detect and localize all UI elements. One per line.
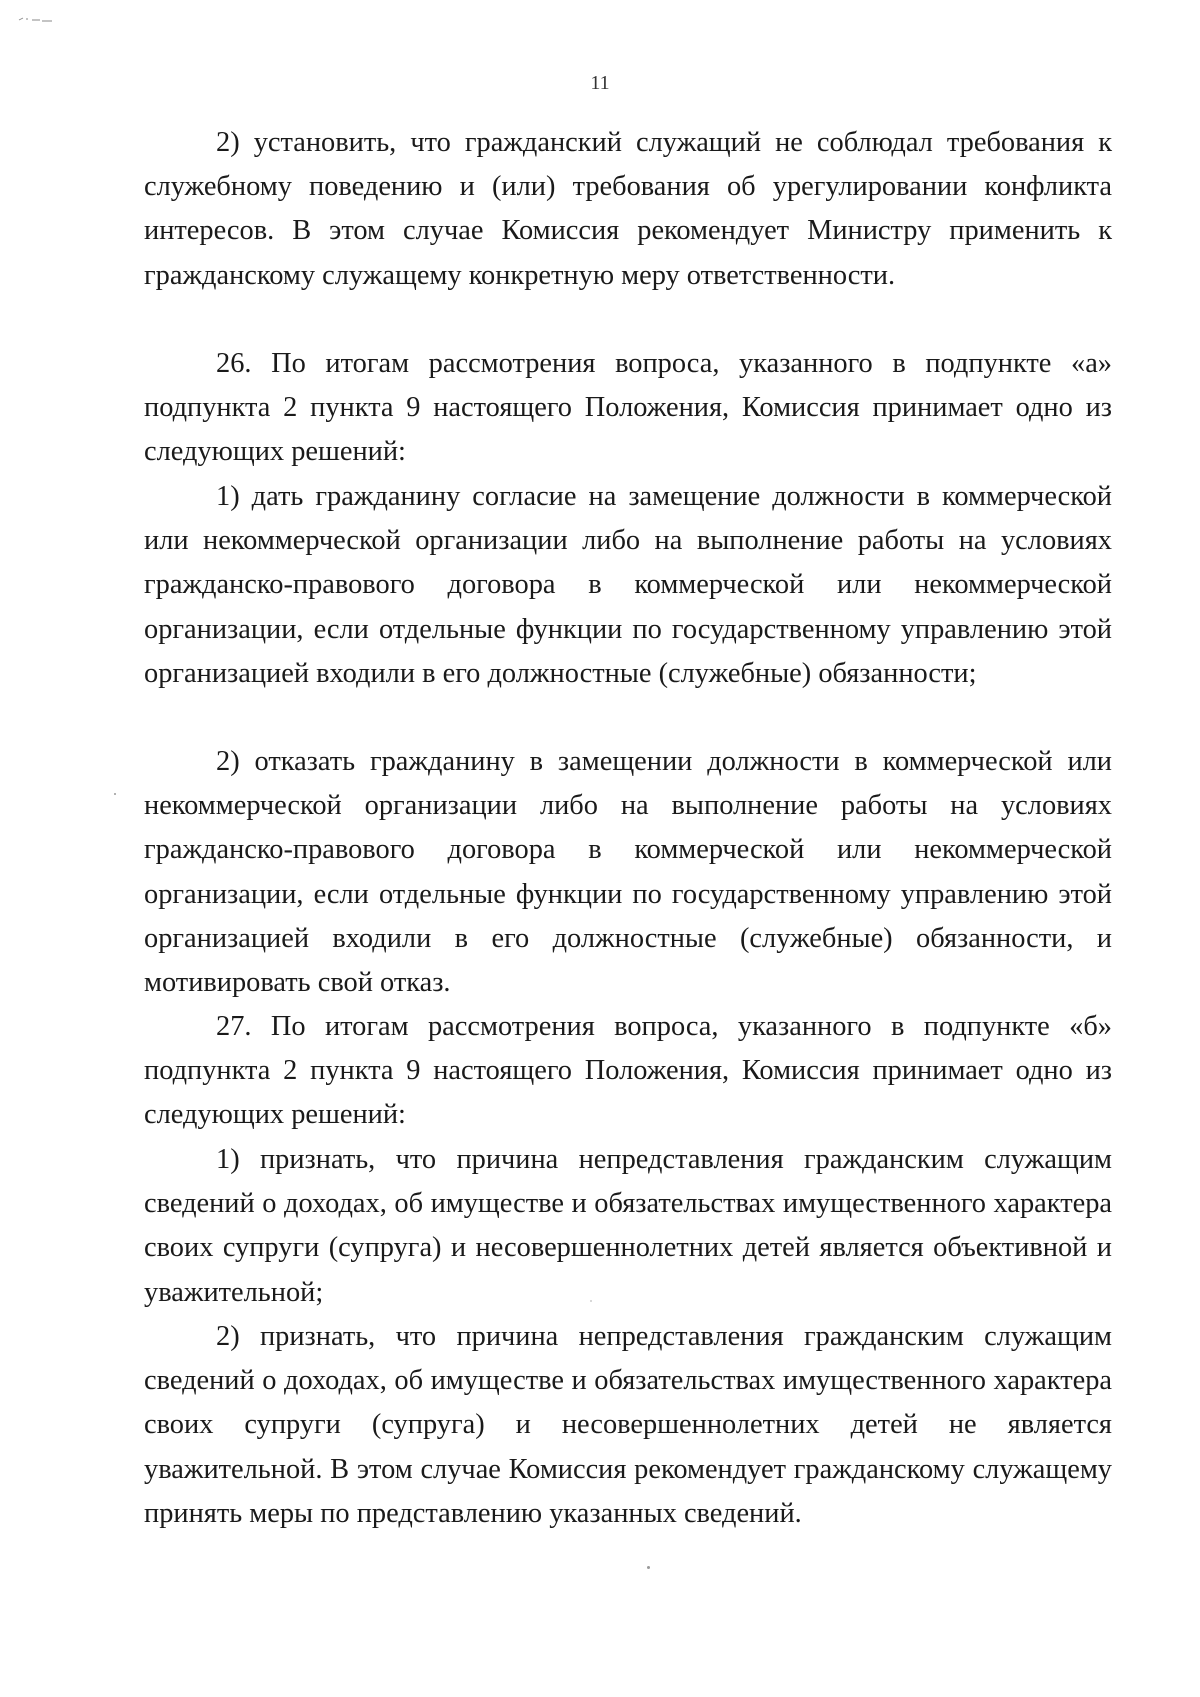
- paragraph-item-27-decision-2: 2) признать, что причина непредставления гражданским служащим сведений о доходах, об имуществе и обязательствах имущественного характера своих супруги (супруга) и несовершеннолетних детей не является уважительной. В этом случае Комиссия рекомендует гражданскому служащему принять меры по представлению указанных сведений.: [144, 1321, 1112, 1529]
- paragraph-item-26-decision-2: 2) отказать гражданину в замещении должности в коммерческой или некоммерческой организации либо на выполнение работы на условиях гражданско-правового договора в коммерческой или некоммерческой организации, если отдельные функции по государственному управлению этой организацией входили в его должностные (служебные) обязанности, и мотивировать свой отказ.: [144, 746, 1112, 999]
- paragraph-item-27-decision-1: 1) признать, что причина непредставления гражданским служащим сведений о доходах, об имуществе и обязательствах имущественного характера своих супруги (супруга) и несовершеннолетних детей является объективной и уважительной;: [144, 1144, 1112, 1308]
- scan-dust-speck: [114, 793, 116, 795]
- paragraph-item-27: 27. По итогам рассмотрения вопроса, указанного в подпункте «б» подпункта 2 пункта 9 настоящего Положения, Комиссия принимает одно из следующих решений:: [144, 1011, 1112, 1131]
- document-body: [144, 121, 1112, 1580]
- paragraph-subitem-2-violation: 2) установить, что гражданский служащий не соблюдал требования к служебному поведению и (или) требования об урегулировании конфликта интересов. В этом случае Комиссия рекомендует Министру применить к гражданскому служащему конкретную меру ответственности.: [144, 127, 1112, 291]
- scan-artifact-mark: [18, 14, 54, 24]
- page-number: 11: [590, 72, 610, 94]
- paragraph-item-26-decision-1: 1) дать гражданину согласие на замещение должности в коммерческой или некоммерческой организации либо на выполнение работы на условиях гражданско-правового договора в коммерческой или некоммерческой организации, если отдельные функции по государственному управлению этой организацией входили в его должностные (служебные) обязанности;: [144, 481, 1112, 689]
- paragraph-item-26: 26. По итогам рассмотрения вопроса, указанного в подпункте «а» подпункта 2 пункта 9 настоящего Положения, Комиссия принимает одно из следующих решений:: [144, 348, 1112, 468]
